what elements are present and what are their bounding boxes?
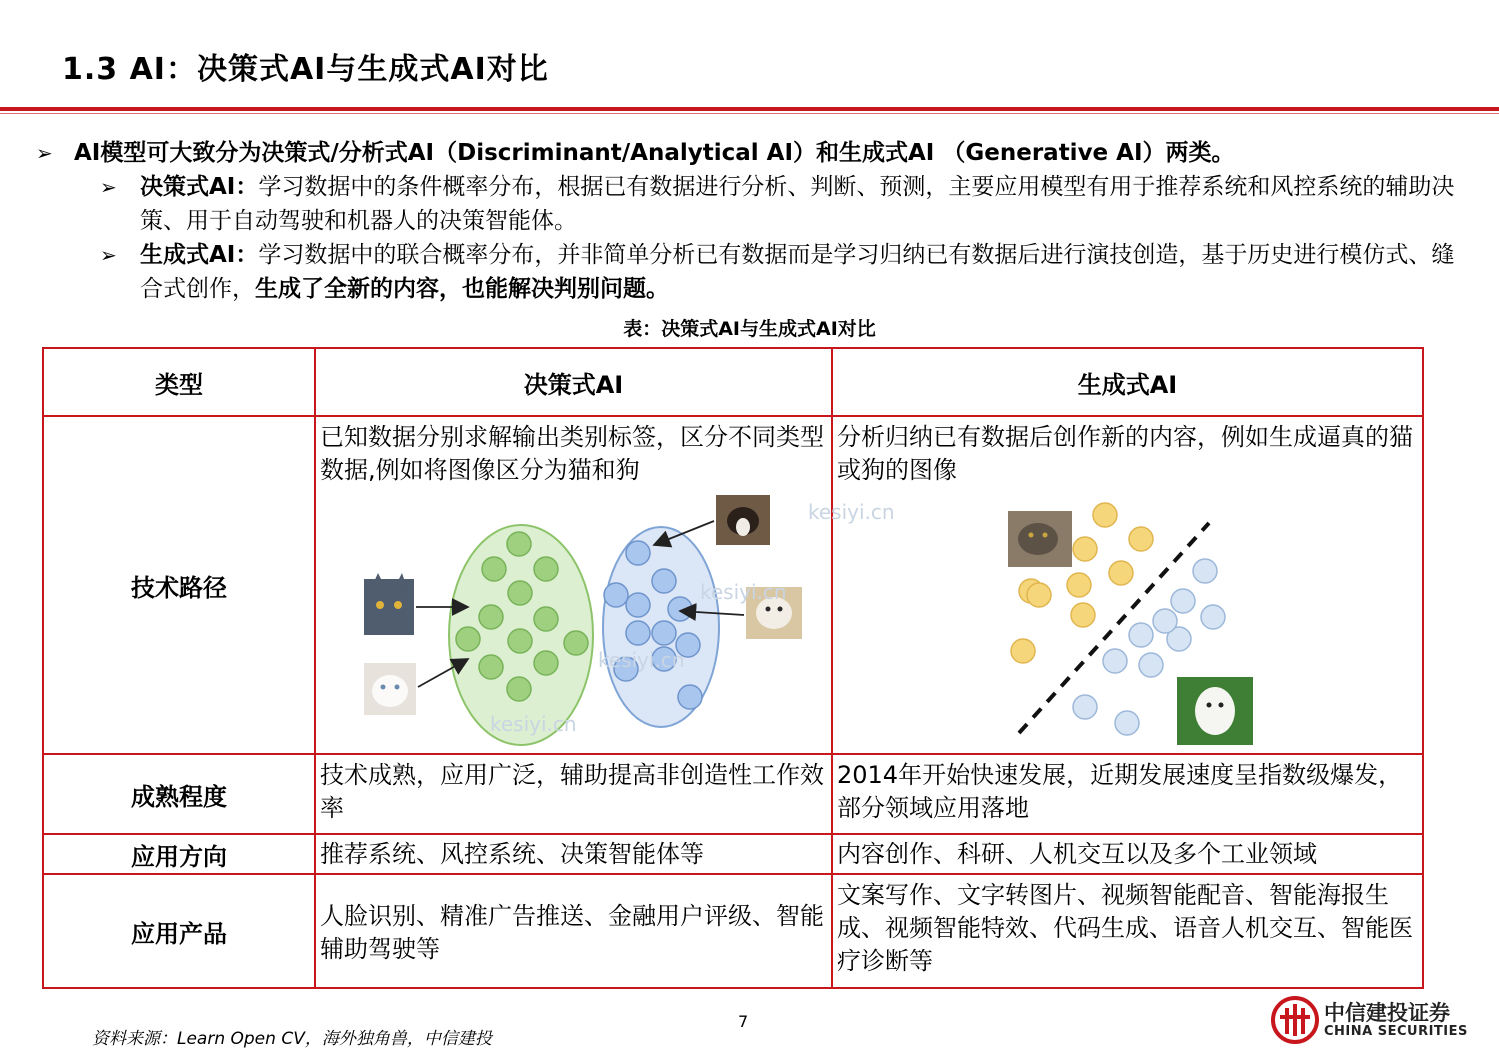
brand-name-en: CHINA SECURITIES — [1324, 1024, 1468, 1039]
table-cell — [832, 754, 1423, 834]
row-label: 成熟程度 — [43, 754, 315, 834]
table-cell — [315, 834, 832, 874]
bullet-sub1-label: 决策式AI： — [140, 174, 259, 200]
header-generative-ai: 生成式AI — [832, 348, 1423, 416]
arrow-bullet-icon: ➢ — [36, 141, 53, 165]
cell-text: 技术成熟，应用广泛，辅助提高非创造性工作效率 — [320, 761, 824, 822]
watermark-text: kesiyi.cn — [808, 500, 895, 524]
cat-photo-1 — [364, 573, 414, 635]
table-cell — [832, 874, 1423, 988]
header-decision-ai: 决策式AI — [315, 348, 832, 416]
dog-photo-generated — [1177, 677, 1253, 745]
source-note: 资料来源：Learn Open CV，海外独角兽，中信建投 — [92, 1029, 492, 1049]
header-type: 类型 — [43, 348, 315, 416]
table-cell — [315, 874, 832, 988]
cell-text: 2014年开始快速发展，近期发展速度呈指数级爆发，部分领域应用落地 — [837, 761, 1403, 822]
bullet-sub2-text: 学习数据中的联合概率分布，并非简单分析已有数据而是学习归纳已有数据后进行演技创造，基于历史进行模仿式、缝合式创作， — [140, 242, 1455, 302]
cell-text: 推荐系统、风控系统、决策智能体等 — [320, 839, 704, 868]
table-header-row — [43, 348, 1423, 416]
table-caption: 表：决策式AI与生成式AI对比 — [623, 318, 876, 340]
row-label: 应用产品 — [43, 874, 315, 988]
page-title: 1.3 AI：决策式AI与生成式AI对比 — [62, 52, 549, 87]
table-row — [43, 754, 1423, 834]
bullet-list — [36, 136, 1476, 306]
bullet-sub-generative — [36, 238, 1476, 306]
cell-text: 分析归纳已有数据后创作新的内容，例如生成逼真的猫或狗的图像 — [837, 423, 1413, 484]
table-cell — [832, 416, 1423, 754]
arrow-bullet-icon: ➢ — [100, 175, 117, 199]
bullet-sub-decision — [36, 170, 1476, 238]
brand-name-cn: 中信建投证券 — [1324, 1001, 1450, 1025]
row-label: 应用方向 — [43, 834, 315, 874]
title-divider — [0, 107, 1499, 111]
citic-logo-icon — [1270, 995, 1320, 1045]
generation-illustration — [833, 487, 1420, 747]
table-row — [43, 874, 1423, 988]
dog-photo-1 — [716, 495, 770, 545]
cell-text: 文案写作、文字转图片、视频智能配音、智能海报生成、视频智能特效、代码生成、语音人机交互、智能医疗诊断等 — [837, 881, 1413, 975]
brand-logo — [1270, 995, 1480, 1045]
table-row — [43, 834, 1423, 874]
row-label: 技术路径 — [43, 416, 315, 754]
bullet-sub2-label: 生成式AI： — [140, 242, 259, 268]
cell-text: 人脸识别、精准广告推送、金融用户评级、智能辅助驾驶等 — [320, 902, 824, 963]
table-cell — [315, 754, 832, 834]
cat-photo-2 — [364, 663, 416, 715]
title-divider-thin — [0, 113, 1499, 114]
classification-illustration — [316, 487, 829, 747]
watermark-text: kesiyi.cn — [490, 712, 577, 736]
watermark-text: kesiyi.cn — [598, 648, 685, 672]
bullet-main-text: AI模型可大致分为决策式/分析式AI（Discriminant/Analytical AI）和生成式AI （Generative AI）两类。 — [74, 140, 1235, 166]
bullet-sub2-bold: 生成了全新的内容，也能解决判别问题。 — [255, 276, 669, 302]
watermark-text: kesiyi.cn — [700, 580, 787, 604]
bullet-sub1-text: 学习数据中的条件概率分布，根据已有数据进行分析、判断、预测，主要应用模型有用于推荐系统和风控系统的辅助决策、用于自动驾驶和机器人的决策智能体。 — [140, 174, 1455, 234]
comparison-table — [42, 347, 1424, 989]
cat-photo-generated — [1008, 511, 1072, 567]
cell-text: 已知数据分别求解输出类别标签，区分不同类型数据,例如将图像区分为猫和狗 — [320, 423, 824, 484]
page-number: 7 — [738, 1012, 749, 1031]
cell-text: 内容创作、科研、人机交互以及多个工业领域 — [837, 839, 1317, 868]
arrow-bullet-icon: ➢ — [100, 243, 117, 267]
table-cell — [832, 834, 1423, 874]
bullet-main — [36, 136, 1476, 170]
